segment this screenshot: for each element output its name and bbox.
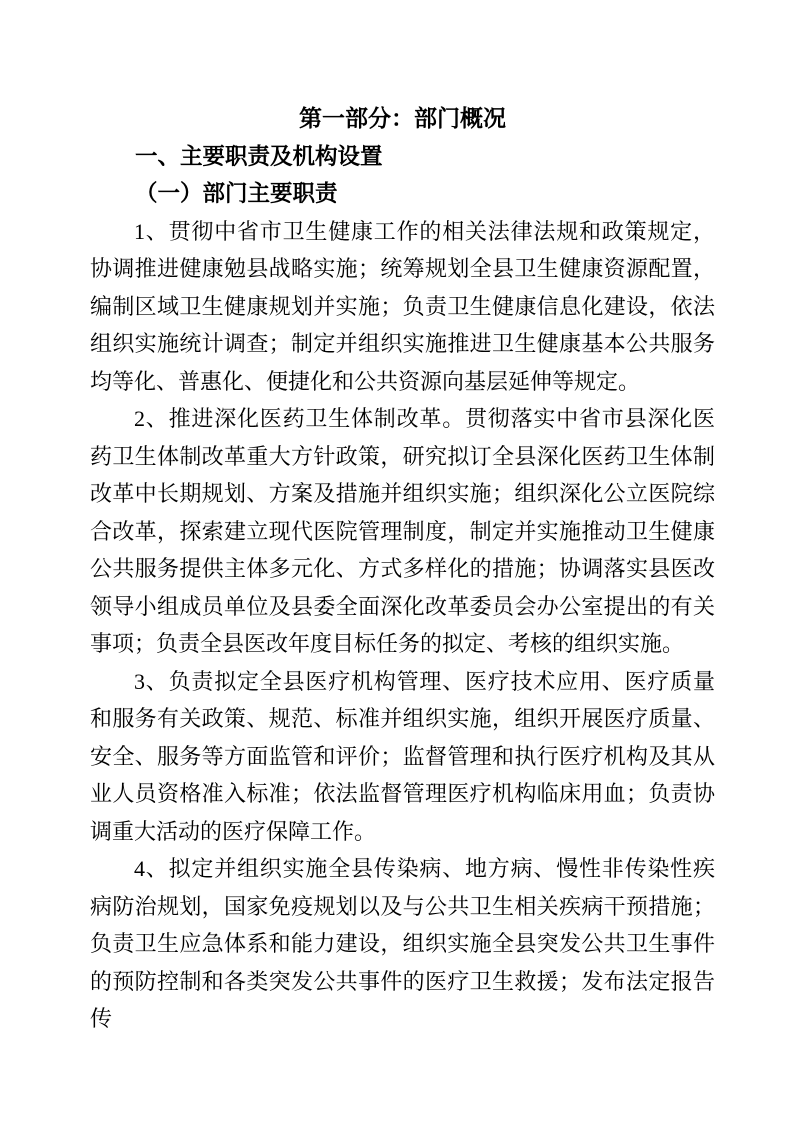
paragraph-duty-2: 2、推进深化医药卫生体制改革。贯彻落实中省市县深化医药卫生体制改革重大方针政策，研究拟订全县深化医药卫生体制改革中长期规划、方案及措施并组织实施；组织深化公立医院综合改革，探索建立现代医院管理制度，制定并实施推动卫生健康公共服务提供主体多元化、方式多样化的措施；协调落实县医改领导小组成员单位及县委全面深化改革委员会办公室提出的有关事项；负责全县医改年度目标任务的拟定、考核的组织实施。 bbox=[90, 406, 715, 656]
paragraph-duty-1: 1、贯彻中省市卫生健康工作的相关法律法规和政策规定，协调推进健康勉县战略实施；统筹规划全县卫生健康资源配置，编制区域卫生健康规划并实施；负责卫生健康信息化建设，依法组织实施统计调查；制定并组织实施推进卫生健康基本公共服务均等化、普惠化、便捷化和公共资源向基层延伸等规定。 bbox=[90, 218, 715, 394]
subsection-heading: （一）部门主要职责 bbox=[135, 181, 338, 206]
document-title: 第一部分：部门概况 bbox=[299, 105, 506, 131]
section-heading: 一、主要职责及机构设置 bbox=[135, 143, 383, 169]
paragraph-duty-3: 3、负责拟定全县医疗机构管理、医疗技术应用、医疗质量和服务有关政策、规范、标准并组织实施，组织开展医疗质量、安全、服务等方面监管和评价；监督管理和执行医疗机构及其从业人员资格准入标准；依法监督管理医疗机构临床用血；负责协调重大活动的医疗保障工作。 bbox=[90, 668, 715, 844]
paragraph-duty-4: 4、拟定并组织实施全县传染病、地方病、慢性非传染性疾病防治规划，国家免疫规划以及与公共卫生相关疾病干预措施；负责卫生应急体系和能力建设，组织实施全县突发公共卫生事件的预防控制和各类突发公共事件的医疗卫生救援；发布法定报告传 bbox=[90, 856, 715, 1031]
